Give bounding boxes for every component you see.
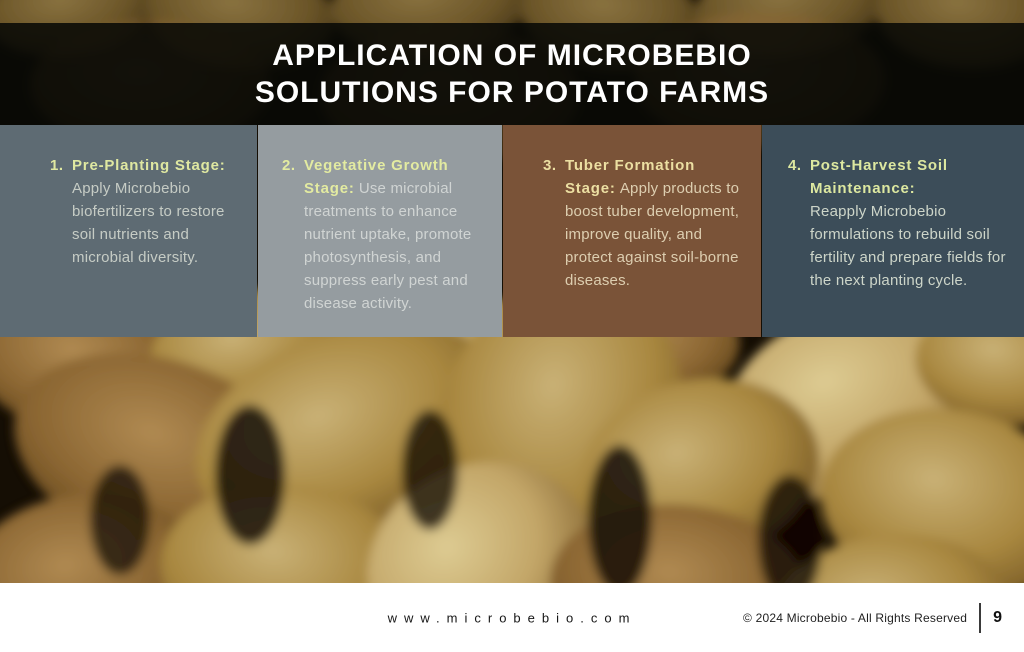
title-band [0, 23, 1024, 125]
stage-box [0, 125, 257, 337]
page-title-line1: APPLICATION OF MICROBEBIO [272, 39, 752, 72]
copyright-text: © 2024 Microbebio - All Rights Reserved [743, 610, 968, 625]
stage-box [503, 125, 761, 337]
stage-body: Reapply Microbebio formulations to rebuild soil fertility and prepare fields for the next planting cycle. [810, 203, 1006, 289]
stage-heading: Post-Harvest Soil Maintenance: [810, 157, 948, 197]
stage-number: 3. [543, 157, 557, 174]
stage-box [258, 125, 502, 337]
stage-heading: Pre-Planting Stage: [72, 157, 226, 174]
page-title-line2: SOLUTIONS FOR POTATO FARMS [254, 76, 770, 109]
stage-number: 1. [50, 157, 64, 174]
stage-box [762, 125, 1024, 337]
page-number: 9 [993, 608, 1002, 626]
stage-number: 4. [788, 157, 802, 174]
stage-heading: Vegetative Growth Stage: [304, 157, 449, 197]
stage-body: Apply Microbebio biofertilizers to restore soil nutrients and microbial diversity. [72, 180, 225, 266]
stage-heading: Tuber Formation Stage: [565, 157, 696, 197]
stage-body: Use microbial treatments to enhance nutrient uptake, promote photosynthesis, and suppress early pest and disease activity. [304, 180, 472, 312]
stage-number: 2. [282, 157, 296, 174]
legal-block [743, 603, 1002, 633]
stages-row [0, 125, 1024, 337]
website-text: www.microbebio.com [387, 610, 637, 625]
footer [0, 583, 1024, 652]
footer-divider [979, 603, 981, 633]
stage-body: Apply products to boost tuber development, improve quality, and protect against soil-borne diseases. [565, 180, 740, 289]
